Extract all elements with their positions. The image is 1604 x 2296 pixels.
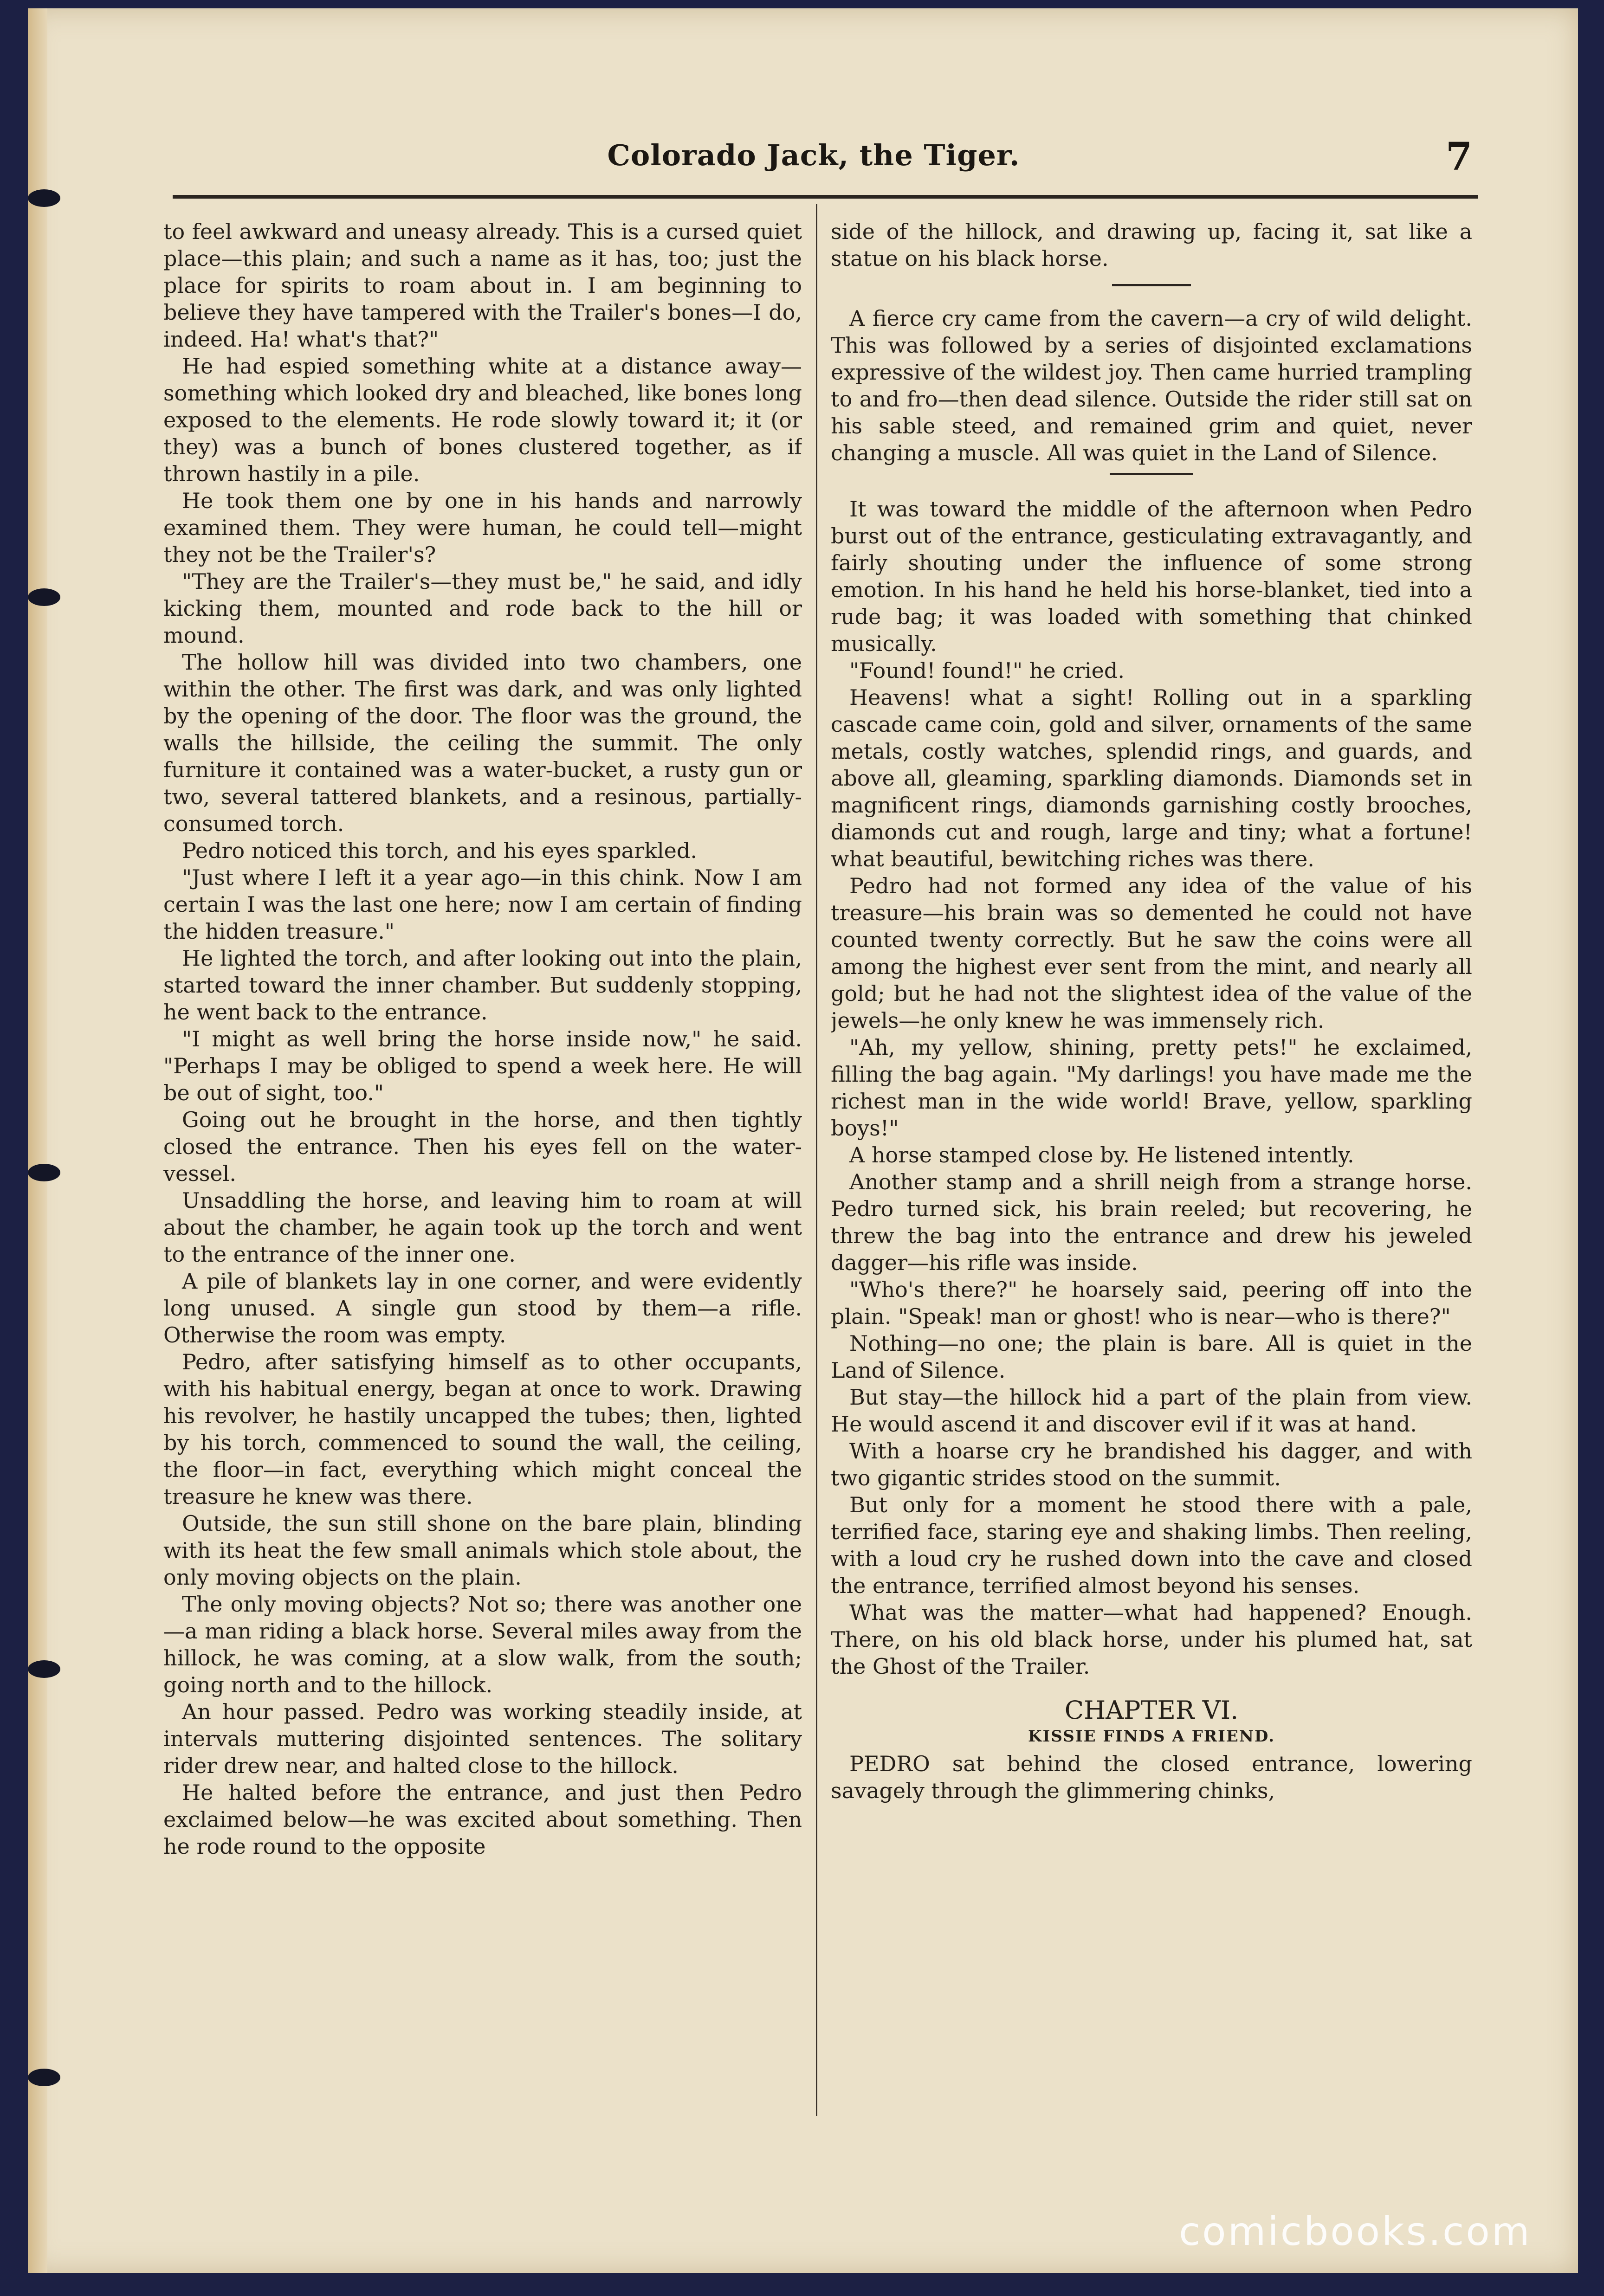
paragraph: With a hoarse cry he brandished his dagger, and with two gigantic strides stood on the summit. <box>831 1438 1472 1490</box>
column-divider <box>816 204 817 2116</box>
paragraph: Unsaddling the horse, and leaving him to roam at will about the chamber, he again took up the torch and went to the entrance of the inner one. <box>163 1188 802 1267</box>
paragraph: He had espied something white at a distance away—something which looked dry and bleached, like bones long exposed to the elements. He rode slowly toward it; it (or they) was a bunch of bones clustered together, as if thrown hastily in a pile. <box>163 354 802 486</box>
paragraph: "They are the Trailer's—they must be," he said, and idly kicking them, mounted and rode back to the hill or mound. <box>163 569 802 648</box>
paragraph: to feel awkward and uneasy already. This is a cursed quiet place—this plain; and such a name as it has, too; just the place for spirits to roam about in. I am beginning to believe they have tampered with the Trailer's bones—I do, indeed. Ha! what's that?" <box>163 219 802 352</box>
paragraph: Going out he brought in the horse, and then tightly closed the entrance. Then his eyes fell on the water-vessel. <box>163 1107 802 1186</box>
page-header <box>148 135 1480 190</box>
paragraph: "Found! found!" he cried. <box>849 658 1125 683</box>
paragraph: "I might as well bring the horse inside now," he said. "Perhaps I may be obliged to spend a week here. He will be out of sight, too." <box>163 1026 802 1105</box>
chapter-subtitle: KISSIE FINDS A FRIEND. <box>1028 1727 1275 1746</box>
paragraph: The only moving objects? Not so; there was another one—a man riding a black horse. Several miles away from the hillock, he was coming, at a slow walk, from the south; going north and to the hillock. <box>163 1592 802 1697</box>
page-spine <box>28 8 47 2273</box>
paragraph: He halted before the entrance, and just then Pedro exclaimed below—he was excited about something. Then he rode round to the opposite <box>163 1780 802 1859</box>
binding-stitch <box>28 189 60 207</box>
section-separator <box>1110 473 1193 475</box>
paragraph: He lighted the torch, and after looking out into the plain, started toward the inner chamber. But suddenly stopping, he went back to the entrance. <box>163 946 802 1025</box>
binding-stitch <box>28 588 60 606</box>
paragraph: Pedro, after satisfying himself as to other occupants, with his habitual energy, began at once to work. Drawing his revolver, he hastily uncapped the tubes; then, lighted by his torch, commenced to sound the wall, the ceiling, the floor—in fact, everything which might conceal the treasure he knew was there. <box>163 1349 802 1509</box>
paragraph: But only for a moment he stood there with a pale, terrified face, staring eye and shaking limbs. Then reeling, with a loud cry he rushed down into the cave and closed the entrance, terrified almost beyond his senses. <box>831 1492 1472 1598</box>
paragraph: It was toward the middle of the afternoon when Pedro burst out of the entrance, gesticulating extravagantly, and fairly shouting under the influence of some strong emotion. In his hand he held his horse-blanket, tied into a rude bag; it was loaded with something that chinked musically. <box>831 497 1472 656</box>
paragraph: side of the hillock, and drawing up, facing it, sat like a statue on his black horse. <box>831 219 1472 271</box>
paragraph: What was the matter—what had happened? Enough. There, on his old black horse, under his plumed hat, sat the Ghost of the Trailer. <box>831 1600 1472 1679</box>
paragraph: An hour passed. Pedro was working steadily inside, at intervals muttering disjointed sentences. The solitary rider drew near, and halted close to the hillock. <box>163 1699 802 1778</box>
paragraph: "Just where I left it a year ago—in this chink. Now I am certain I was the last one here; now I am certain of finding the hidden treasure." <box>163 865 802 944</box>
right-column <box>831 218 1472 2162</box>
page-number: 7 <box>1445 135 1472 179</box>
left-column <box>163 218 802 2162</box>
paragraph: A horse stamped close by. He listened intently. <box>849 1142 1354 1167</box>
paragraph: But stay—the hillock hid a part of the plain from view. He would ascend it and discover evil if it was at hand. <box>831 1385 1472 1437</box>
running-title: Colorado Jack, the Tiger. <box>607 138 1020 172</box>
paragraph: Pedro had not formed any idea of the value of his treasure—his brain was so demented he could not have counted twenty correctly. But he saw the coins were all among the highest ever sent from the mint, and nearly all gold; but he had not the slightest idea of the value of the jewels—he only knew he was immensely rich. <box>831 873 1472 1033</box>
paragraph: Heavens! what a sight! Rolling out in a sparkling cascade came coin, gold and silver, ornaments of the same metals, costly watches, splendid rings, and guards, and above all, gleaming, sparkling diamonds. Diamonds set in magnificent rings, diamonds garnishing costly brooches, diamonds cut and rough, large and tiny; what a fortune! what beautiful, bewitching riches was there. <box>831 685 1472 871</box>
paragraph: Another stamp and a shrill neigh from a strange horse. Pedro turned sick, his brain reeled; but recovering, he threw the bag into the entrance and drew his jeweled dagger—his rifle was inside. <box>831 1169 1472 1275</box>
paragraph: A pile of blankets lay in one corner, and were evidently long unused. A single gun stood by them—a rifle. Otherwise the room was empty. <box>163 1269 802 1348</box>
paragraph: He took them one by one in his hands and narrowly examined them. They were human, he could tell—might they not be the Trailer's? <box>163 488 802 567</box>
paragraph: Pedro noticed this torch, and his eyes sparkled. <box>182 838 697 863</box>
paragraph: A fierce cry came from the cavern—a cry of wild delight. This was followed by a series of disjointed exclamations expressive of the wildest joy. Then came hurried trampling to and fro—then dead silence. Outside the rider still sat on his sable steed, and remained grim and quiet, never changing a muscle. All was quiet in the Land of Silence. <box>831 306 1472 465</box>
site-watermark: comicbooks.com <box>1179 2209 1532 2254</box>
paragraph: "Ah, my yellow, shining, pretty pets!" he exclaimed, filling the bag again. "My darlings! you have made me the richest man in the wide world! Brave, yellow, sparkling boys!" <box>831 1035 1472 1141</box>
paragraph: Nothing—no one; the plain is bare. All is quiet in the Land of Silence. <box>831 1331 1472 1383</box>
binding-stitch <box>28 1164 60 1181</box>
binding-stitch <box>28 1660 60 1678</box>
chapter-opening-paragraph: PEDRO sat behind the closed entrance, lowering savagely through the glimmering chinks, <box>831 1751 1472 1803</box>
chapter-heading: CHAPTER VI. <box>1064 1696 1239 1725</box>
paragraph: The hollow hill was divided into two chambers, one within the other. The first was dark, and was only lighted by the opening of the door. The floor was the ground, the walls the hillside, the ceiling the summit. The only furniture it contained was a water-bucket, a rusty gun or two, several tattered blankets, and a resinous, partially-consumed torch. <box>163 650 802 836</box>
paragraph: "Who's there?" he hoarsely said, peering off into the plain. "Speak! man or ghost! who is near—who is there?" <box>831 1277 1472 1329</box>
paragraph: Outside, the sun still shone on the bare plain, blinding with its heat the few small animals which stole about, the only moving objects on the plain. <box>163 1511 802 1590</box>
section-separator <box>1112 284 1191 286</box>
binding-stitch <box>28 2069 60 2086</box>
header-rule <box>173 195 1478 199</box>
